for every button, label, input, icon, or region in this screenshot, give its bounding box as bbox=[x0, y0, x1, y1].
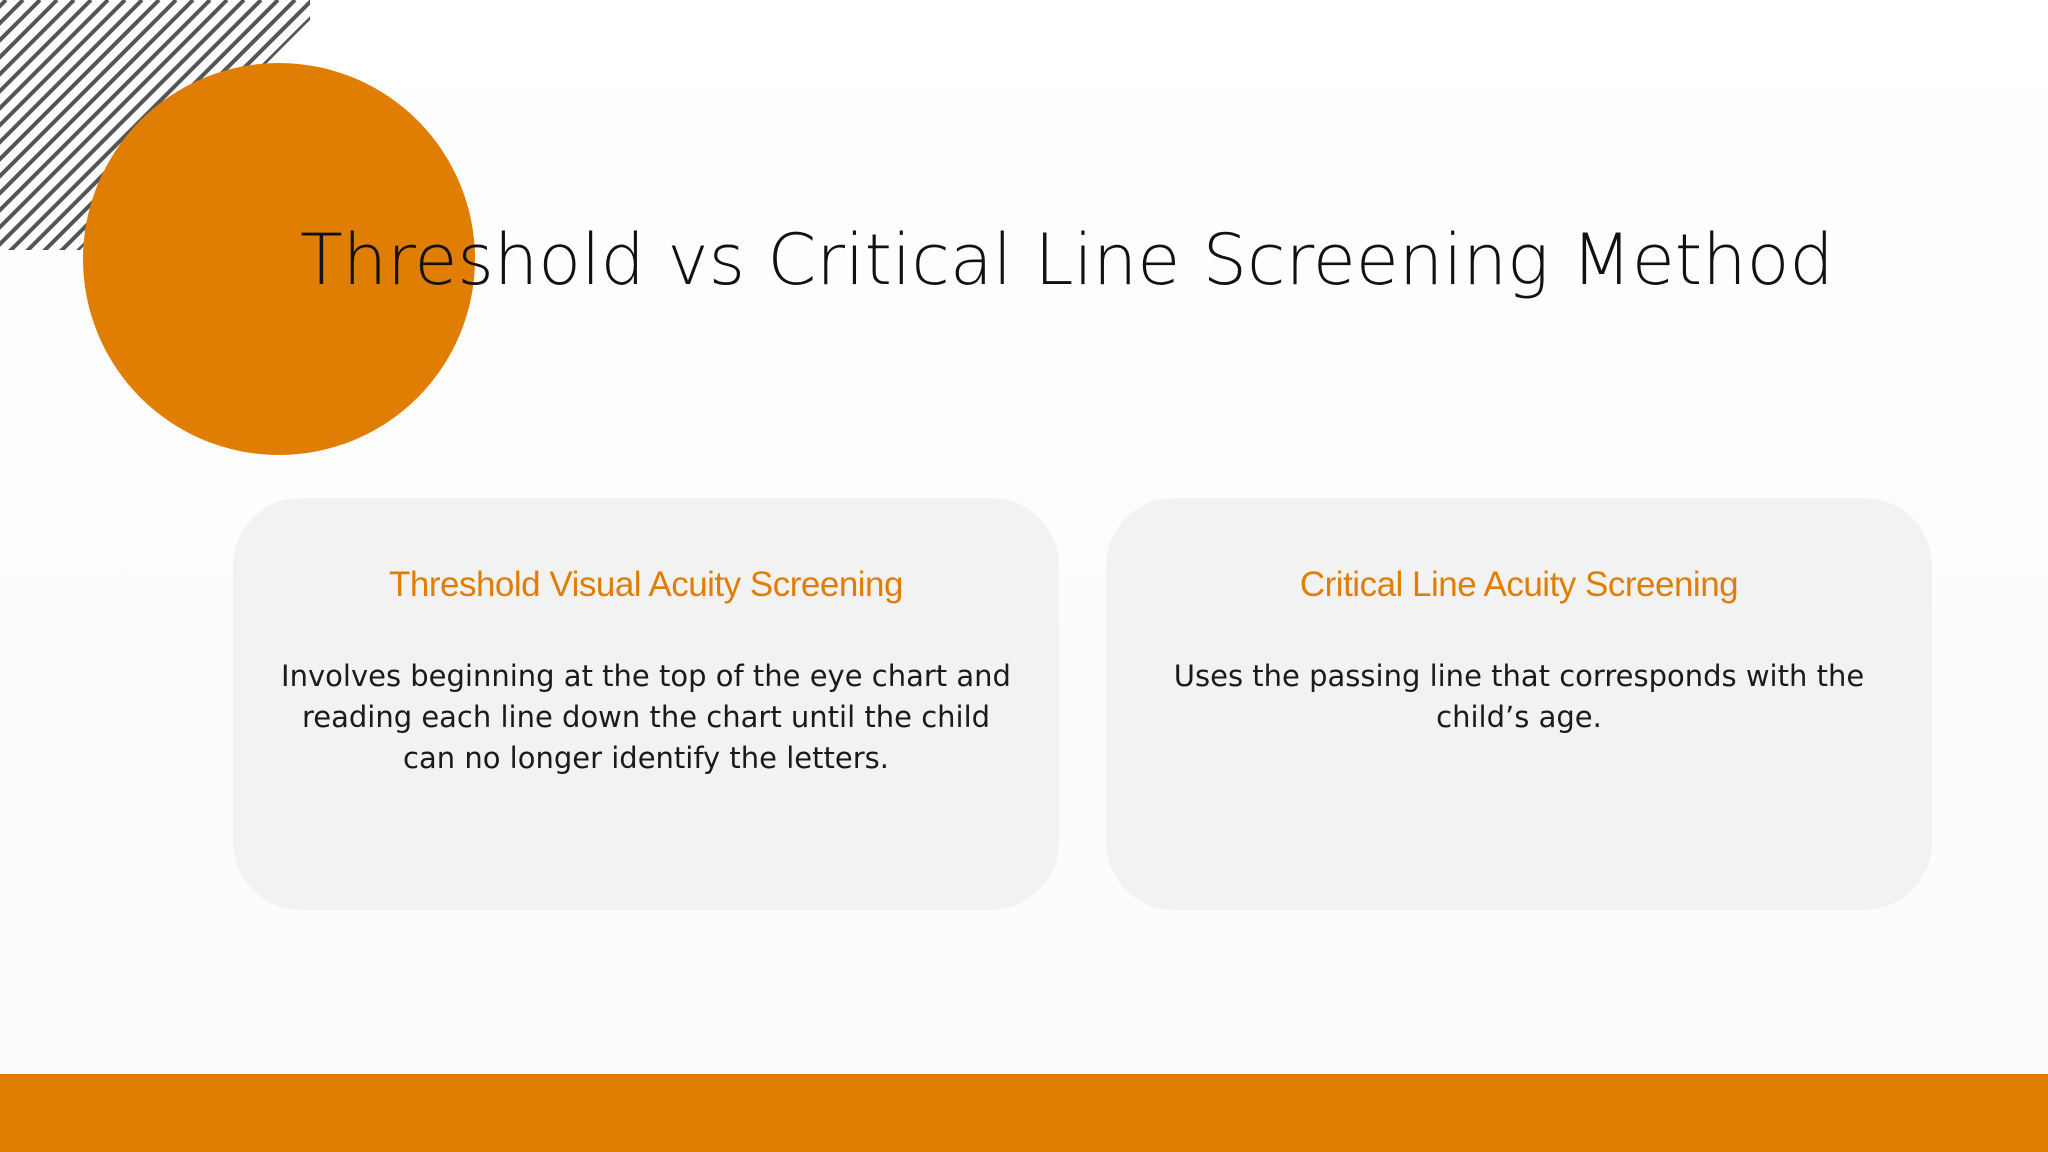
slide-title: Threshold vs Critical Line Screening Method bbox=[300, 219, 1834, 301]
card-heading: Critical Line Acuity Screening bbox=[1299, 565, 1739, 604]
card-body: Involves beginning at the top of the eye chart and reading each line down the chart until the child can no longer identify the letters. bbox=[281, 659, 1011, 775]
card-heading: Threshold Visual Acuity Screening bbox=[389, 565, 903, 604]
orange-footer-bar bbox=[0, 1074, 2048, 1152]
card-critical-line bbox=[1106, 498, 1932, 910]
card-body: Uses the passing line that corresponds with the child’s age. bbox=[1173, 659, 1865, 734]
card-threshold bbox=[233, 498, 1059, 910]
